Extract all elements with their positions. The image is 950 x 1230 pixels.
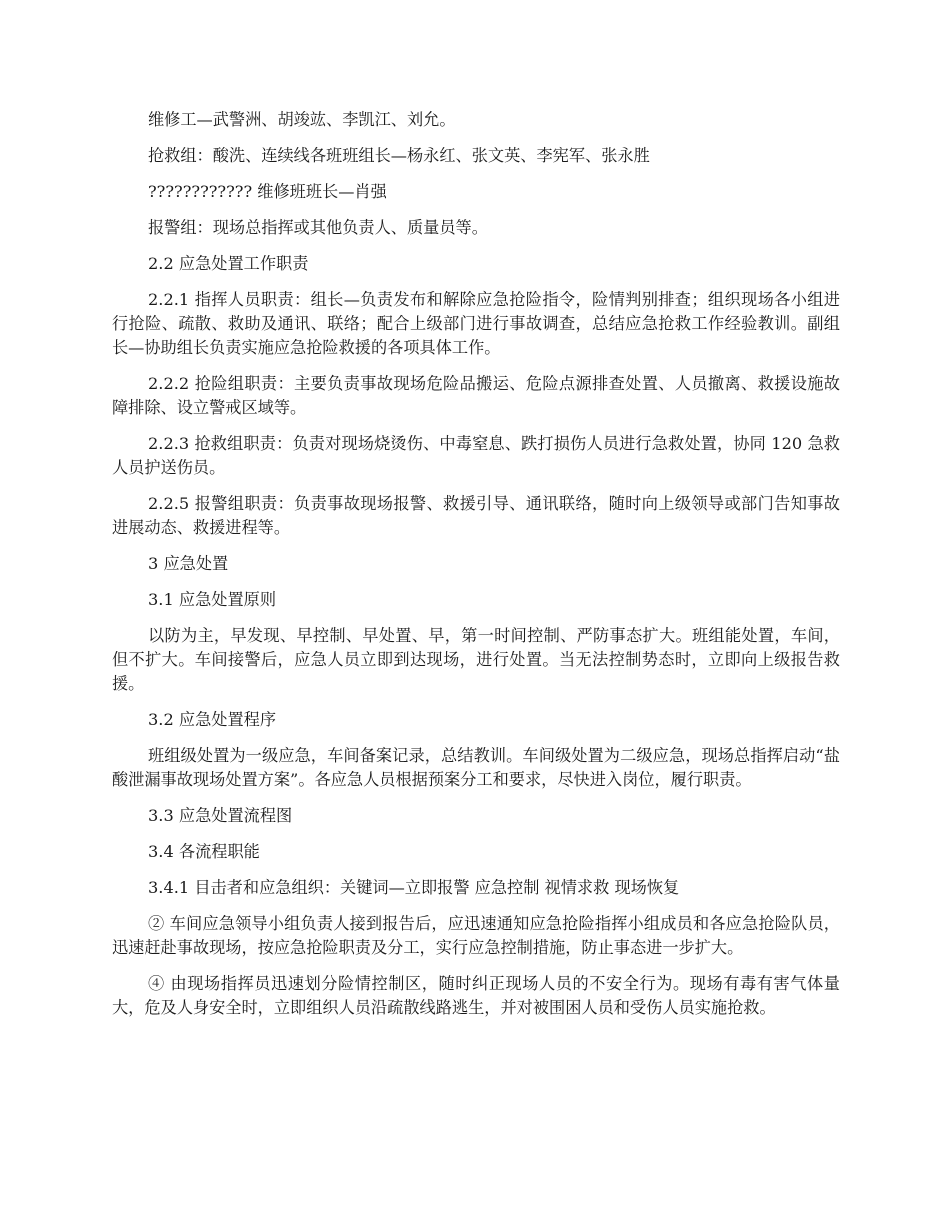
paragraph-3-1-body: 以防为主，早发现、早控制、早处置、早，第一时间控制、严防事态扩大。班组能处置，车间，但不扩大。车间接警后，应急人员立即到达现场，进行处置。当无法控制势态时，立即向上级报告救援。 [112, 626, 840, 693]
paragraph-2-2-5: 2.2.5 报警组职责：负责事故现场报警、救援引导、通讯联络，随时向上级领导或部门告知事故进展动态、救援进程等。 [112, 494, 840, 537]
paragraph-item-2: ② 车间应急领导小组负责人接到报告后，应迅速通知应急抢险指挥小组成员和各应急抢险队员，迅速赶赴事故现场，按应急抢险职责及分工，实行应急控制措施，防止事态进一步扩大。 [112, 914, 840, 957]
paragraph-repair-team-leader: ???????????? 维修班班长—肖强 [148, 182, 387, 201]
paragraph-2-2-1: 2.2.1 指挥人员职责：组长—负责发布和解除应急抢险指令，险情判别排查；组织现场各小组进行抢险、疏散、救助及通讯、联络；配合上级部门进行事故调查，总结应急抢救工作经验教训。副组长—协助组长负责实施应急抢险救援的各项具体工作。 [112, 290, 840, 357]
paragraph-alarm-group: 报警组：现场总指挥或其他负责人、质量员等。 [148, 218, 488, 237]
paragraph-repair-workers: 维修工—武警洲、胡竣竑、李凯江、刘允。 [148, 110, 456, 129]
paragraph-3-2-body: 班组级处置为一级应急，车间备案记录，总结教训。车间级处置为二级应急，现场总指挥启动“盐酸泄漏事故现场处置方案”。各应急人员根据预案分工和要求，尽快进入岗位，履行职责。 [112, 746, 840, 789]
heading-3-1: 3.1 应急处置原则 [148, 590, 277, 609]
heading-2-2: 2.2 应急处置工作职责 [148, 254, 309, 273]
document-page [112, 108, 840, 1032]
heading-3-3: 3.3 应急处置流程图 [148, 806, 293, 825]
heading-3-4: 3.4 各流程职能 [148, 842, 260, 861]
heading-3: 3 应急处置 [148, 554, 229, 573]
paragraph-rescue-group: 抢救组：酸洗、连续线各班班组长—杨永红、张文英、李宪军、张永胜 [148, 146, 650, 165]
heading-3-2: 3.2 应急处置程序 [148, 710, 277, 729]
paragraph-2-2-2: 2.2.2 抢险组职责：主要负责事故现场危险品搬运、危险点源排查处置、人员撤离、救援设施故障排除、设立警戒区域等。 [112, 374, 840, 417]
paragraph-item-4: ④ 由现场指挥员迅速划分险情控制区，随时纠正现场人员的不安全行为。现场有毒有害气体量大，危及人身安全时，立即组织人员沿疏散线路逃生，并对被围困人员和受伤人员实施抢救。 [112, 974, 840, 1017]
paragraph-2-2-3: 2.2.3 抢救组职责：负责对现场烧烫伤、中毒窒息、跌打损伤人员进行急救处置，协同 120 急救人员护送伤员。 [112, 434, 840, 477]
paragraph-3-4-1: 3.4.1 目击者和应急组织：关键词—立即报警 应急控制 视情求救 现场恢复 [148, 878, 680, 897]
